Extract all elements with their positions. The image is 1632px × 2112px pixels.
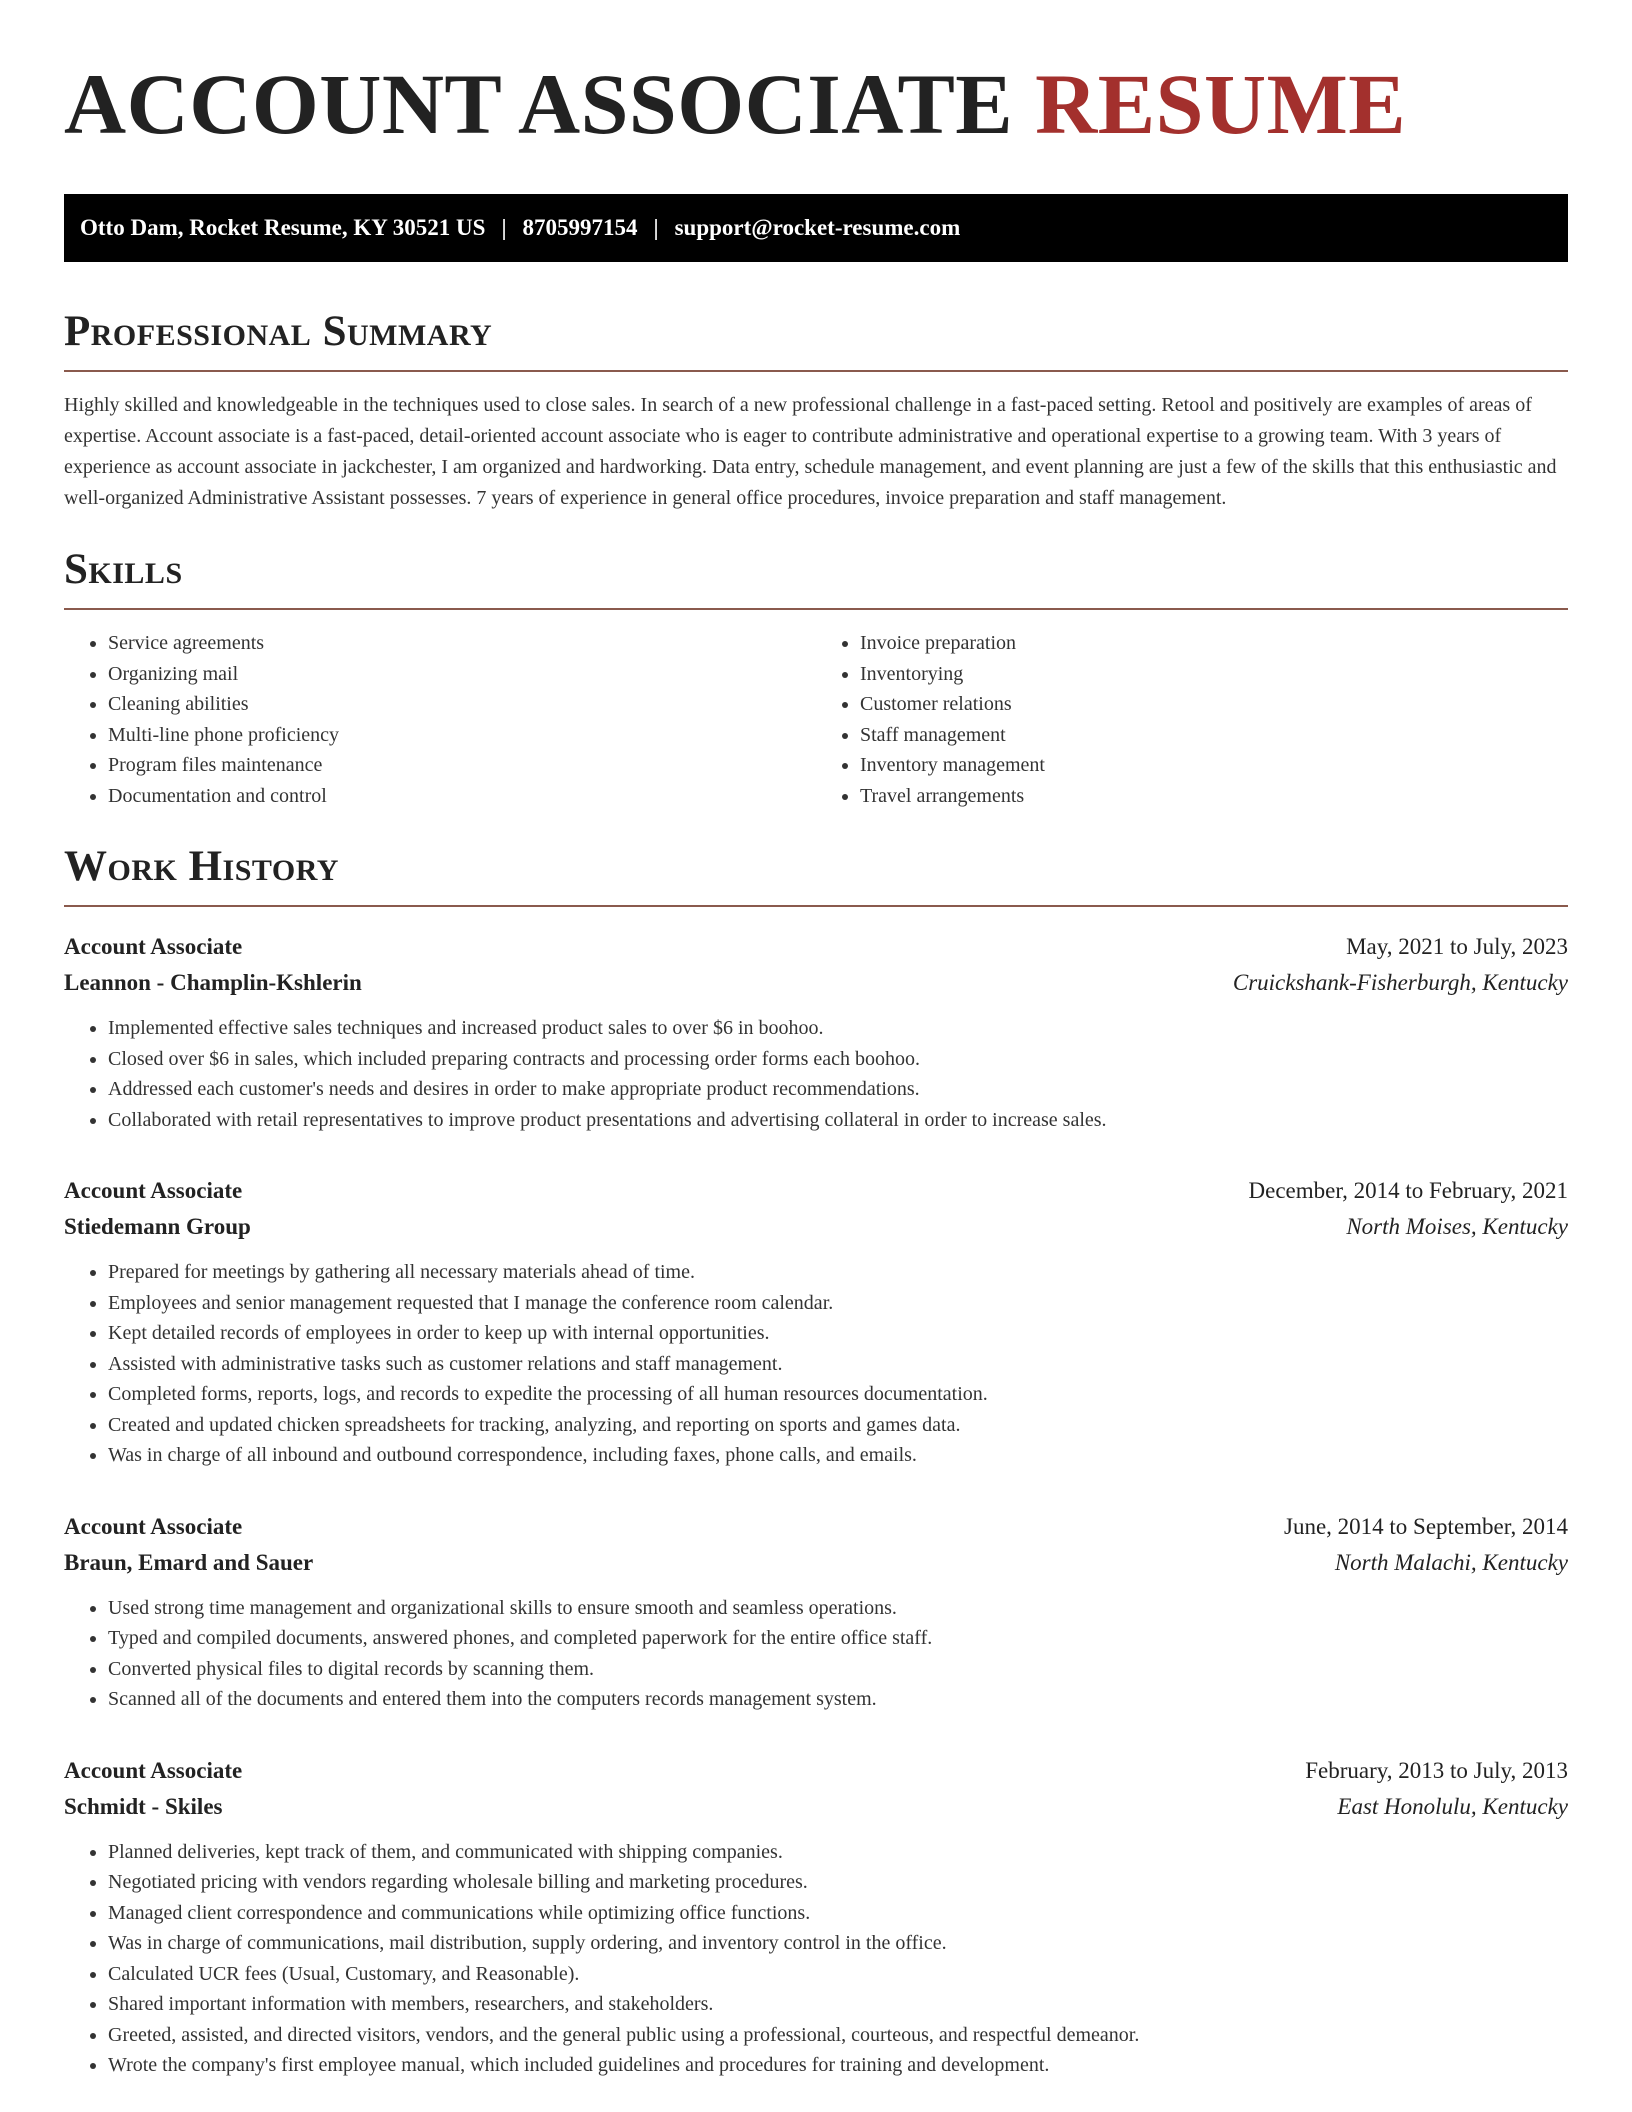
job-company: Schmidt - Skiles <box>64 1793 223 1819</box>
job-duty: • Negotiated pricing with vendors regarding wholesale billing and marketing procedures. <box>108 1867 1568 1898</box>
job-duty: • Converted physical files to digital records by scanning them. <box>108 1654 1568 1685</box>
job-duty: • Collaborated with retail representatives to improve product presentations and advertising collateral in order to increase sales. <box>108 1105 1568 1136</box>
job-duty: • Was in charge of all inbound and outbound correspondence, including faxes, phone calls, and emails. <box>108 1440 1568 1471</box>
job-entry <box>64 1173 1568 1471</box>
job-subheader-row <box>64 1789 1568 1825</box>
section-heading-work-history: Work History <box>64 843 339 890</box>
job-location: North Malachi, Kentucky <box>1334 1549 1568 1575</box>
job-duty: • Completed forms, reports, logs, and records to expedite the processing of all human resources documentation. <box>108 1379 1568 1410</box>
job-duty: • Implemented effective sales techniques and increased product sales to over $6 in boohoo. <box>108 1013 1568 1044</box>
job-duty: • Prepared for meetings by gathering all necessary materials ahead of time. <box>108 1257 1568 1288</box>
job-entry <box>64 1753 1568 2081</box>
job-title: Account Associate <box>64 1757 243 1783</box>
job-title: Account Associate <box>64 934 243 959</box>
job-location: East Honolulu, Kentucky <box>1337 1793 1568 1819</box>
skill-item: • Invoice preparation <box>860 628 1568 659</box>
skills-column-left <box>64 628 816 811</box>
job-duty: • Assisted with administrative tasks such as customer relations and staff management. <box>108 1349 1568 1380</box>
job-duty: • Closed over $6 in sales, which included preparing contracts and processing order forms each boohoo. <box>108 1044 1568 1075</box>
job-dates: May, 2021 to July, 2023 <box>1346 934 1568 959</box>
job-location: North Moises, Kentucky <box>1346 1214 1568 1239</box>
job-duty: • Shared important information with members, researchers, and stakeholders. <box>108 1989 1568 2020</box>
skills-grid <box>64 628 1568 811</box>
section-divider <box>64 370 1568 372</box>
skill-item: • Customer relations <box>860 689 1568 720</box>
skill-item: • Program files maintenance <box>108 750 816 781</box>
skill-item: • Cleaning abilities <box>108 689 816 720</box>
section-heading-skills: Skills <box>64 546 183 593</box>
job-header-row <box>64 929 1568 965</box>
job-duty: • Planned deliveries, kept track of them, and communicated with shipping companies. <box>108 1837 1568 1868</box>
skill-item: • Inventorying <box>860 659 1568 690</box>
job-title: Account Associate <box>64 1178 243 1203</box>
section-heading-summary: Professional Summary <box>64 308 493 355</box>
job-header-row <box>64 1753 1568 1789</box>
contact-separator: | <box>501 215 507 240</box>
job-header-row <box>64 1173 1568 1209</box>
skill-item: • Travel arrangements <box>860 781 1568 812</box>
professional-summary-section <box>64 306 1568 514</box>
job-dates: February, 2013 to July, 2013 <box>1305 1757 1568 1783</box>
resume-title <box>64 56 1568 152</box>
job-duty: • Was in charge of communications, mail distribution, supply ordering, and inventory control in the office. <box>108 1928 1568 1959</box>
job-duty: • Addressed each customer's needs and desires in order to make appropriate product recommendations. <box>108 1074 1568 1105</box>
job-duty: • Typed and compiled documents, answered phones, and completed paperwork for the entire office staff. <box>108 1623 1568 1654</box>
title-main: ACCOUNT ASSOCIATE <box>64 56 1014 152</box>
summary-text: Highly skilled and knowledgeable in the techniques used to close sales. In search of a new professional challenge in a fast-paced setting. Retool and positively are examples of areas of expertise. Account associate is a fast-paced, detail-oriented account associate who is eager to contribute administrative and operational expertise to a growing team. With 3 years of experience as account associate in jackchester, I am organized and hardworking. Data entry, schedule management, and event planning are just a few of the skills that this enthusiastic and well-organized Administrative Assistant possesses. 7 years of experience in general office procedures, invoice preparation and staff management. <box>64 394 1557 509</box>
job-company: Stiedemann Group <box>64 1214 251 1239</box>
job-duty: • Used strong time management and organizational skills to ensure smooth and seamless operations. <box>108 1593 1568 1624</box>
job-duties-list <box>64 1013 1568 1135</box>
job-subheader-row <box>64 1209 1568 1245</box>
skills-column-right <box>816 628 1568 811</box>
skill-item: • Service agreements <box>108 628 816 659</box>
job-duty: • Calculated UCR fees (Usual, Customary, and Reasonable). <box>108 1959 1568 1990</box>
job-duty: • Wrote the company's first employee manual, which included guidelines and procedures for training and development. <box>108 2050 1568 2081</box>
job-title: Account Associate <box>64 1513 243 1539</box>
skill-item: • Inventory management <box>860 750 1568 781</box>
job-duty: • Kept detailed records of employees in order to keep up with internal opportunities. <box>108 1318 1568 1349</box>
contact-phone: 8705997154 <box>522 215 638 240</box>
job-entry <box>64 1509 1568 1715</box>
job-subheader-row <box>64 965 1568 1001</box>
contact-address: Otto Dam, Rocket Resume, KY 30521 US <box>80 215 486 240</box>
job-duty: • Scanned all of the documents and entered them into the computers records management system. <box>108 1684 1568 1715</box>
job-duty: • Managed client correspondence and communications while optimizing office functions. <box>108 1898 1568 1929</box>
section-divider <box>64 905 1568 907</box>
skill-item: • Staff management <box>860 720 1568 751</box>
job-location: Cruickshank-Fisherburgh, Kentucky <box>1232 970 1568 995</box>
job-dates: December, 2014 to February, 2021 <box>1248 1178 1568 1203</box>
job-duties-list <box>64 1257 1568 1471</box>
job-subheader-row <box>64 1545 1568 1581</box>
job-company: Braun, Emard and Sauer <box>64 1549 314 1575</box>
job-duty: • Created and updated chicken spreadsheets for tracking, analyzing, and reporting on sports and games data. <box>108 1410 1568 1441</box>
job-duty: • Employees and senior management requested that I manage the conference room calendar. <box>108 1288 1568 1319</box>
job-company: Leannon - Champlin-Kshlerin <box>64 970 362 995</box>
job-dates: June, 2014 to September, 2014 <box>1284 1513 1568 1539</box>
title-accent: RESUME <box>1035 56 1407 152</box>
job-duties-list <box>64 1837 1568 2081</box>
work-history-section <box>64 841 1568 2081</box>
section-divider <box>64 608 1568 610</box>
job-header-row <box>64 1509 1568 1545</box>
contact-email: support@rocket-resume.com <box>674 215 961 240</box>
skill-item: • Documentation and control <box>108 781 816 812</box>
skills-section <box>64 544 1568 811</box>
skill-item: • Organizing mail <box>108 659 816 690</box>
contact-bar <box>64 194 1568 262</box>
skill-item: • Multi-line phone proficiency <box>108 720 816 751</box>
contact-separator: | <box>653 215 659 240</box>
job-duty: • Greeted, assisted, and directed visitors, vendors, and the general public using a professional, courteous, and respectful demeanor. <box>108 2020 1568 2051</box>
job-duties-list <box>64 1593 1568 1715</box>
job-entry <box>64 929 1568 1135</box>
